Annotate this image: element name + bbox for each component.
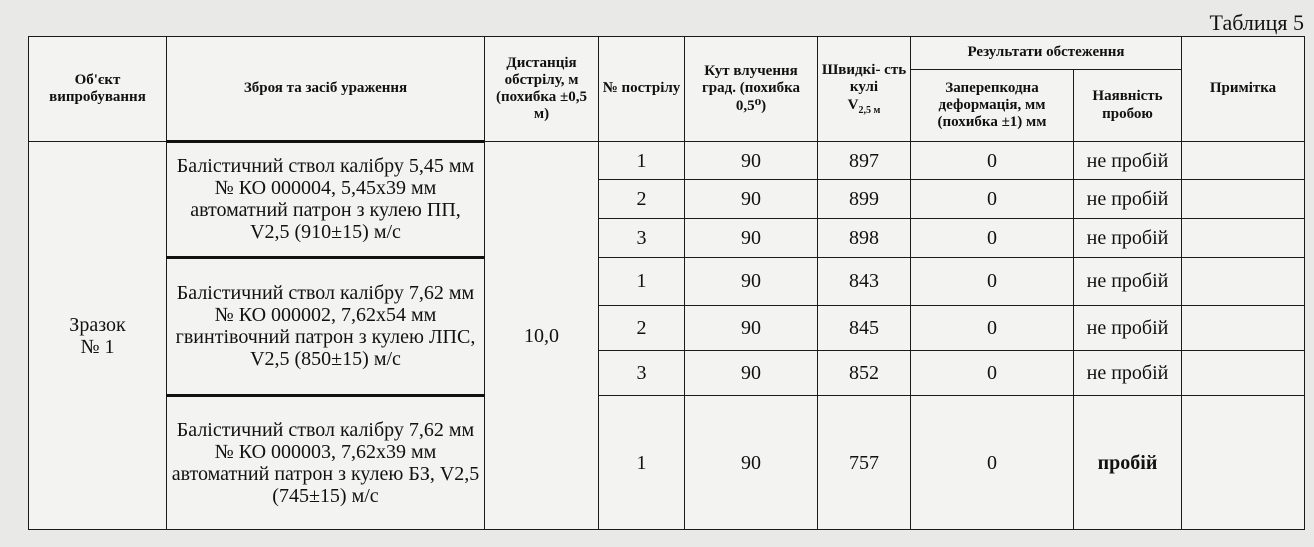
deformation-cell: 0 [911, 305, 1074, 351]
weapon-cell: Балістичний ствол калібру 7,62 мм № КО 000002, 7,62х54 мм гвинтівочний патрон з кулею ЛПС, V2,5 (850±15) м/с [167, 257, 485, 395]
angle-cell: 90 [685, 351, 818, 396]
deformation-cell: 0 [911, 218, 1074, 257]
shot-number-cell: 3 [599, 218, 685, 257]
shot-number-cell: 2 [599, 305, 685, 351]
speed-cell: 898 [818, 218, 911, 257]
angle-cell: 90 [685, 396, 818, 530]
penetration-cell: не пробій [1074, 218, 1182, 257]
deformation-cell: 0 [911, 180, 1074, 218]
penetration-cell: не пробій [1074, 180, 1182, 218]
deformation-cell: 0 [911, 351, 1074, 396]
header-note: Примітка [1182, 37, 1305, 142]
speed-cell: 852 [818, 351, 911, 396]
note-cell [1182, 257, 1305, 305]
angle-cell: 90 [685, 257, 818, 305]
angle-cell: 90 [685, 142, 818, 180]
header-speed-label: Швидкі- сть кулі [821, 62, 907, 96]
table-row [29, 257, 1305, 305]
table-caption: Таблиця 5 [1209, 10, 1304, 35]
deformation-cell: 0 [911, 396, 1074, 530]
penetration-cell: не пробій [1074, 257, 1182, 305]
speed-cell: 897 [818, 142, 911, 180]
note-cell [1182, 142, 1305, 180]
shot-number-cell: 1 [599, 257, 685, 305]
penetration-cell: не пробій [1074, 351, 1182, 396]
deformation-cell: 0 [911, 257, 1074, 305]
shot-number-cell: 2 [599, 180, 685, 218]
shot-number-cell: 1 [599, 142, 685, 180]
header-results-group: Результати обстеження [911, 37, 1182, 70]
header-shot-number: № пострілу [599, 37, 685, 142]
speed-cell: 845 [818, 305, 911, 351]
note-cell [1182, 351, 1305, 396]
deformation-cell: 0 [911, 142, 1074, 180]
object-name-cell: Зразок № 1 [29, 142, 167, 530]
header-speed-subscript: 2,5 м [858, 104, 881, 116]
note-cell [1182, 396, 1305, 530]
speed-cell: 843 [818, 257, 911, 305]
header-penetration: Наявність пробою [1074, 70, 1182, 142]
header-speed [818, 37, 911, 142]
speed-cell: 899 [818, 180, 911, 218]
header-distance: Дистанція обстрілу, м (похибка ±0,5 м) [485, 37, 599, 142]
shot-number-cell: 3 [599, 351, 685, 396]
penetration-cell: пробій [1074, 396, 1182, 530]
note-cell [1182, 305, 1305, 351]
weapon-cell: Балістичний ствол калібру 5,45 мм № КО 000004, 5,45х39 мм автоматний патрон з кулею ПП, V2,5 (910±15) м/с [167, 142, 485, 258]
angle-cell: 90 [685, 218, 818, 257]
note-cell [1182, 218, 1305, 257]
weapon-cell: Балістичний ствол калібру 7,62 мм № КО 000003, 7,62х39 мм автоматний патрон з кулею БЗ, V2,5 (745±15) м/с [167, 396, 485, 530]
results-table [28, 36, 1305, 530]
speed-cell: 757 [818, 396, 911, 530]
table-row [29, 142, 1305, 180]
angle-cell: 90 [685, 305, 818, 351]
header-angle: Кут влучення град. (похибка 0,5⁰) [685, 37, 818, 142]
note-cell [1182, 180, 1305, 218]
header-deformation: Заперепкодна деформація, мм (похибка ±1) мм [911, 70, 1074, 142]
header-object: Об'єкт випробування [29, 37, 167, 142]
shot-number-cell: 1 [599, 396, 685, 530]
angle-cell: 90 [685, 180, 818, 218]
table-row [29, 396, 1305, 530]
distance-cell: 10,0 [485, 142, 599, 530]
header-speed-symbol: V [847, 96, 859, 113]
penetration-cell: не пробій [1074, 305, 1182, 351]
penetration-cell: не пробій [1074, 142, 1182, 180]
header-weapon: Зброя та засіб ураження [167, 37, 485, 142]
